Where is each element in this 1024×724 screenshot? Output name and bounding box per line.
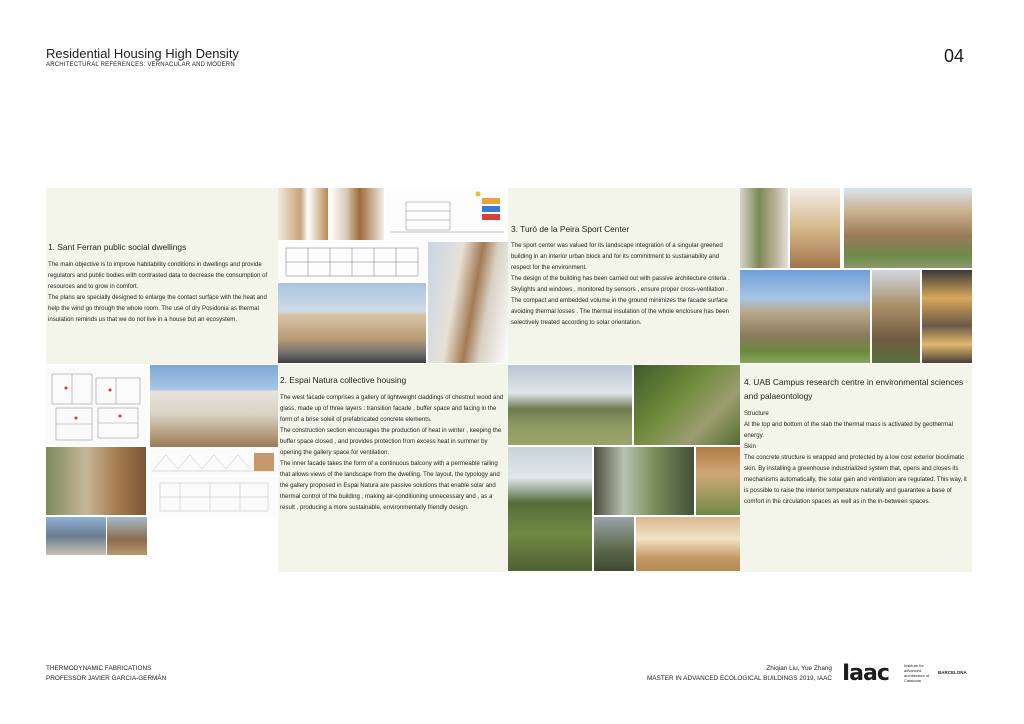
white-houses-photo-image [150, 365, 278, 447]
section-4-body [744, 408, 968, 507]
section-1-paragraph: The main objective is to improve habitability conditions in dwellings and provide regulators and public bodies with contrasted data to decrease the consumption of resources and to grow in comfort. [48, 261, 268, 290]
footer-course-title: THERMODYNAMIC FABRICATIONS [46, 665, 152, 672]
plaza-photo-image [508, 447, 592, 571]
rooftop-photo-image [46, 517, 106, 555]
sports-hall-photo-image [636, 517, 740, 571]
section-1-paragraph: The plans are specially designed to enlarge the contact surface with the heat and help the wind go through the whole room. The use of dry Posidonia as thermal insulation reminds us that we do not live in a house but an ecosystem. [48, 294, 267, 323]
uab-interior-photo-image [790, 188, 840, 268]
section-3-paragraph: The sport center was valued for its landscape integration of a singular greened building in an interior urban block and for its commitment to sustainability and respect for the environment. [511, 242, 723, 271]
uab-exterior-photo-image [740, 270, 870, 363]
iaac-logo-city: BARCELONA [938, 670, 967, 675]
footer-author-info [620, 664, 832, 684]
section-2-title: 2. Espai Natura collective housing [280, 375, 407, 385]
section-3-title: 3. Turó de la Peira Sport Center [511, 224, 630, 234]
uab-greenhouse-skin-photo-image [872, 270, 920, 363]
page-title: Residential Housing High Density [46, 46, 239, 61]
section-4-paragraph: At the top and bottom of the slab the thermal mass is activated by geothermal energy. [744, 421, 953, 439]
interior-corridor-photo-image [278, 188, 328, 240]
section-2-paragraph: The west facade comprises a gallery of lightweight claddings of chestnut wood and glass, made up of three layers : transition facade , buffer space and facing in the form of a brise soleil of prefabricated concrete elements. [280, 394, 504, 423]
page-subtitle: ARCHITECTURAL REFERENCES: VERNACULAR AND MODERN [46, 62, 235, 68]
section-4-paragraph: The concrete structure is wrapped and protected by a low cost exterior bioclimatic skin. By installing a greenhouse industrialized system that, opens and closes its mechanisms automatically, the solar gain and ventilation are regulated. This way, it is possible to raise the interior temperature naturally and guarantee a base of comfort in the circulation spaces as well as in the in-between spaces. [744, 454, 967, 505]
section-sketch-image [150, 449, 278, 475]
axonometric-drawing-image [150, 477, 278, 517]
section-4-title: 4. UAB Campus research centre in environmental sciences and palaeontology [744, 377, 964, 401]
section-4-paragraph: Skin [744, 443, 756, 450]
iaac-logo: Iaac [842, 661, 889, 686]
section-1-title: 1. Sant Ferran public social dwellings [48, 242, 187, 252]
interior-skylight-photo-image [594, 447, 694, 515]
floor-plan-drawing-image [46, 368, 146, 446]
section-2-paragraph: The construction section encourages the production of heat in winter , keeping the buffer space closed , and provides protection from excess heat in summer by opening the gallery space for ventilation. [280, 427, 502, 456]
footer-program: MASTER IN ADVANCED ECOLOGICAL BUILDINGS 2019, IAAC [646, 675, 832, 682]
uab-atrium-photo-image [740, 188, 788, 268]
footer-professor: PROFESSOR JAVIER GARCIA-GERMÁN [46, 675, 167, 682]
section-1-body [48, 259, 274, 325]
espai-natura-exterior-photo-image [278, 283, 426, 363]
section-diagram-image [386, 188, 508, 240]
iaac-logo-caption: Institute for advanced architecture of Catalonia [904, 663, 930, 683]
section-2-paragraph: The inner facade takes the form of a continuous balcony with a permeable railing that allows views of the landscape from the dwelling. The layout, the typology and the gallery proposed in Espai Natura are passive solutions that enable solar and thermal control of the building , making air-conditioning unnecessary and , as a result , producing a more sustainable, environmentally friendly design. [280, 460, 500, 511]
courtyard-tree-photo-image [46, 447, 146, 515]
section-3-paragraph: The design of the building has been carried out with passive architecture criteria . Skylights and windows , monitored by sensors , ensure proper cross-ventilation . The compact and embedded volume in the ground minimizes the facade surface avoiding thermal losses . The thermal insulation of the whole enclosure has been selectively treated according to solar orientation. [511, 275, 730, 326]
uab-facade-photo-image [844, 188, 972, 268]
turo-peira-building-photo-image [508, 365, 632, 445]
uab-night-facade-photo-image [922, 270, 972, 363]
green-facade-photo-image [634, 365, 740, 445]
green-wall-closeup-photo-image [696, 447, 740, 515]
section-4-paragraph: Structure [744, 410, 769, 417]
facade-detail-photo-image [428, 242, 508, 363]
section-2-body [280, 392, 504, 513]
footer-authors: Zhiqian Liu, Yue Zhang [766, 665, 832, 672]
courtyard-photo-image [594, 517, 634, 571]
page-number: 04 [944, 46, 965, 66]
interior-balcony-photo-image [330, 188, 384, 240]
section-3-body [511, 240, 737, 328]
footer-course-info [46, 664, 166, 684]
workers-photo-image [107, 517, 147, 555]
building-plan-drawing-image [278, 242, 428, 282]
